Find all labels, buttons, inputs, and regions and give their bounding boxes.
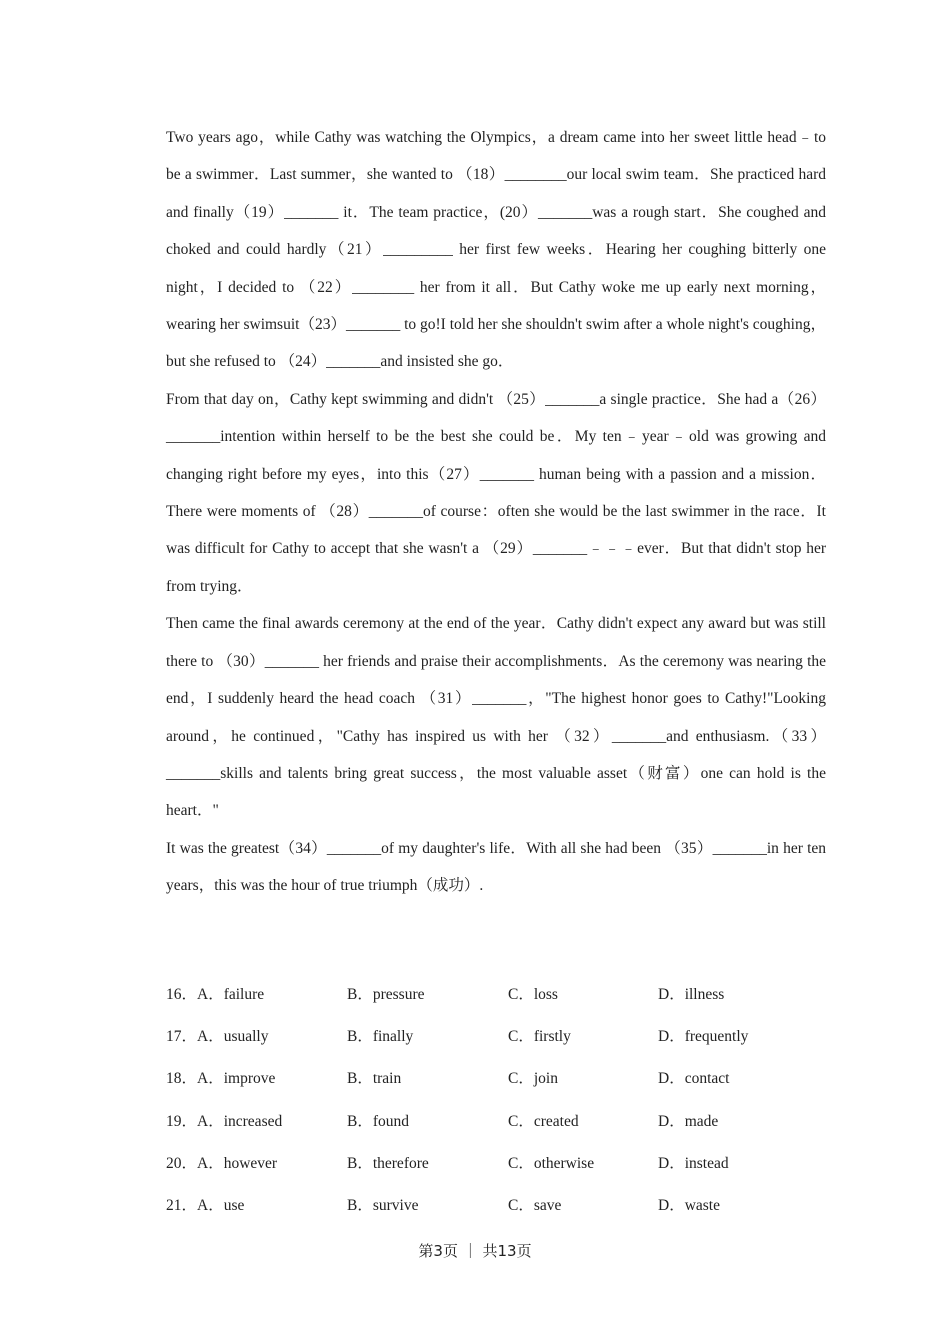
- page-footer: 第3页 ｜ 共13页: [418, 1242, 532, 1260]
- option-b: B．pressure: [347, 986, 425, 1003]
- question-number: 19．: [166, 1112, 198, 1130]
- option-a: [166, 1022, 268, 1052]
- option-a-text: A．improve: [197, 1070, 276, 1088]
- question-row-20: [166, 1149, 826, 1191]
- option-c: C．created: [508, 1112, 579, 1130]
- option-a-text: A．however: [197, 1154, 278, 1172]
- option-b: B．finally: [347, 1028, 414, 1046]
- option-b: B．therefore: [347, 1154, 429, 1172]
- option-a: [166, 1149, 277, 1179]
- option-a-text: A．failure: [197, 986, 265, 1003]
- option-d: D．waste: [658, 1196, 720, 1214]
- option-c: C．firstly: [508, 1028, 571, 1046]
- answer-options: [166, 980, 826, 1233]
- passage-paragraph-1: Two years ago，while Cathy was watching the Olympics，a dream came into her sweet little head﹣to be a swimmer．Last summer，she wanted to （18）________our local swim team．She practiced hard and finally（19）_______ it．The team practice，(20）_______was a rough start．She coughed and choked and could hardly（21）_________ her first few weeks．Hearing her coughing bitterly one night，I decided to （22）________ her from it all．But Cathy woke me up early next morning，wearing her swimsuit（23）_______ to go!I told her she shouldn't swim after a whole night's coughing，but she refused to （24）_______and insisted she go．: [166, 129, 826, 371]
- option-d: D．frequently: [658, 1028, 749, 1046]
- question-row-17: [166, 1022, 826, 1064]
- option-a-text: A．increased: [197, 1112, 283, 1130]
- question-row-16: [166, 980, 826, 1022]
- option-a-text: A．use: [197, 1196, 245, 1214]
- option-a: [166, 1191, 244, 1221]
- option-d: D．contact: [658, 1070, 730, 1088]
- question-number: 17．: [166, 1028, 198, 1046]
- question-number: 18．: [166, 1070, 198, 1088]
- option-b: B．survive: [347, 1196, 419, 1214]
- option-a: [166, 1064, 275, 1094]
- question-number: 21．: [166, 1196, 198, 1214]
- option-a: [166, 1107, 282, 1137]
- option-b: B．found: [347, 1112, 410, 1130]
- question-number: 20．: [166, 1154, 198, 1172]
- option-a: [166, 980, 264, 1010]
- passage-paragraph-3: Then came the final awards ceremony at the end of the year．Cathy didn't expect any award but was still there to （30）_______ her friends and praise their accomplishments．As the ceremony was nearing the end，I suddenly heard the head coach （31）_______，"The highest honor goes to Cathy!"Looking around，he continued，"Cathy has inspired us with her （32）_______and enthusiasm.（33）_______skills and talents bring great success，the most valuable asset（财富）one can hold is the heart．": [166, 615, 826, 820]
- option-d: D．illness: [658, 986, 725, 1003]
- option-c: C．loss: [508, 986, 558, 1003]
- option-d: D．made: [658, 1112, 719, 1130]
- question-row-18: [166, 1064, 826, 1106]
- option-c: C．save: [508, 1196, 562, 1214]
- option-a-text: A．usually: [197, 1028, 269, 1046]
- reading-passage: [166, 119, 826, 905]
- option-b: B．train: [347, 1070, 402, 1088]
- option-c: C．join: [508, 1070, 558, 1088]
- question-row-21: [166, 1191, 826, 1233]
- passage-paragraph-4: It was the greatest（34）_______of my daughter's life．With all she had been （35）_______in her ten years，this was the hour of true triumph（成功）.: [166, 839, 826, 895]
- passage-paragraph-2: From that day on，Cathy kept swimming and didn't （25）_______a single practice．She had a（26）_______intention within herself to be the best she could be．My ten﹣year﹣old was growing and changing right before my eyes，into this（27）_______ human being with a passion and a mission．There were moments of （28）_______of course：often she would be the last swimmer in the race．It was difficult for Cathy to accept that she wasn't a （29）_______﹣﹣﹣ever．But that didn't stop her from trying．: [166, 390, 826, 595]
- option-d: D．instead: [658, 1154, 729, 1172]
- option-c: C．otherwise: [508, 1154, 595, 1172]
- question-number: 16．: [166, 986, 198, 1003]
- question-row-19: [166, 1107, 826, 1149]
